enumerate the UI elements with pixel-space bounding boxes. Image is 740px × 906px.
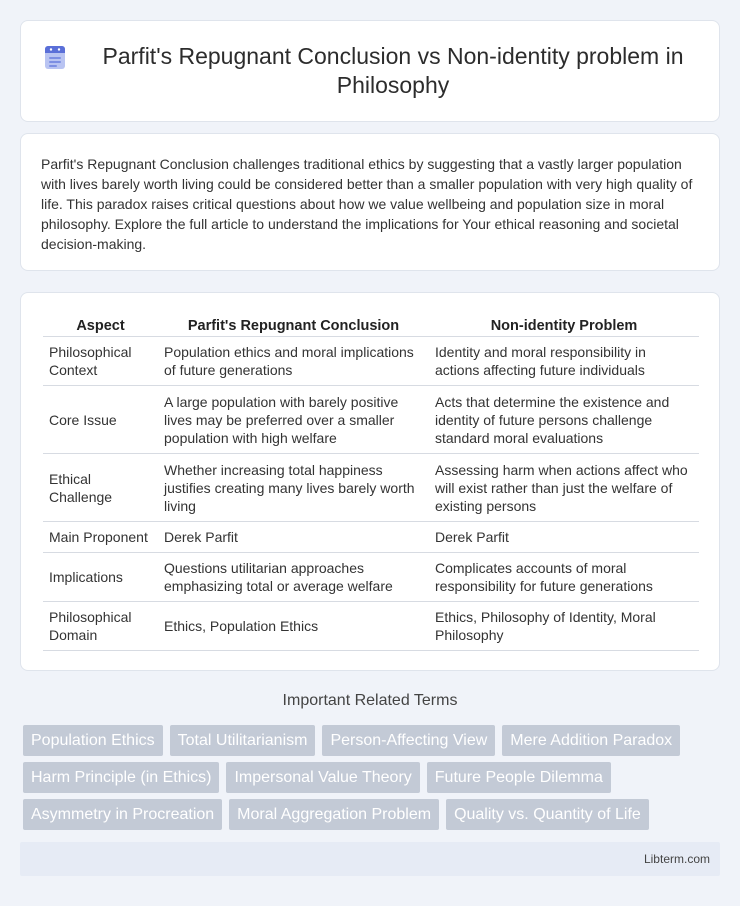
footer bbox=[20, 842, 720, 876]
row-repugnant: Questions utilitarian approaches emphasizing total or average welfare bbox=[158, 553, 429, 602]
related-terms-list bbox=[23, 725, 723, 830]
header-card bbox=[20, 20, 720, 122]
row-aspect: Core Issue bbox=[43, 386, 158, 454]
row-non-identity: Assessing harm when actions affect who will exist rather than just the welfare of existing persons bbox=[429, 454, 699, 522]
table-row bbox=[43, 337, 699, 386]
related-term-tag[interactable]: Quality vs. Quantity of Life bbox=[446, 799, 649, 830]
page-title: Parfit's Repugnant Conclusion vs Non-identity problem in Philosophy bbox=[102, 43, 684, 98]
row-non-identity: Ethics, Philosophy of Identity, Moral Philosophy bbox=[429, 602, 699, 651]
row-repugnant: A large population with barely positive lives may be preferred over a smaller population with high welfare bbox=[158, 386, 429, 454]
header-aspect: Aspect bbox=[43, 315, 158, 337]
row-non-identity: Derek Parfit bbox=[429, 522, 699, 553]
row-aspect: Implications bbox=[43, 553, 158, 602]
row-non-identity: Acts that determine the existence and identity of future persons challenge standard moral evaluations bbox=[429, 386, 699, 454]
row-repugnant: Population ethics and moral implications of future generations bbox=[158, 337, 429, 386]
document-icon bbox=[41, 43, 69, 71]
related-term-tag[interactable]: Asymmetry in Procreation bbox=[23, 799, 222, 830]
related-term-tag[interactable]: Future People Dilemma bbox=[427, 762, 611, 793]
row-aspect: Philosophical Context bbox=[43, 337, 158, 386]
related-term-tag[interactable]: Harm Principle (in Ethics) bbox=[23, 762, 219, 793]
row-non-identity: Complicates accounts of moral responsibility for future generations bbox=[429, 553, 699, 602]
row-repugnant: Whether increasing total happiness justifies creating many lives barely worth living bbox=[158, 454, 429, 522]
intro-paragraph: Parfit's Repugnant Conclusion challenges traditional ethics by suggesting that a vastly larger population with lives barely worth living could be considered better than a smaller population with very high quality of life. This paradox raises critical questions about how we value wellbeing and population size in moral philosophy. Explore the full article to understand the implications for Your ethical reasoning and societal decision-making. bbox=[41, 156, 693, 252]
table-row bbox=[43, 602, 699, 651]
related-term-tag[interactable]: Impersonal Value Theory bbox=[226, 762, 419, 793]
intro-card bbox=[20, 133, 720, 271]
row-aspect: Philosophical Domain bbox=[43, 602, 158, 651]
table-row bbox=[43, 386, 699, 454]
table-row bbox=[43, 522, 699, 553]
table-row bbox=[43, 454, 699, 522]
header-repugnant-conclusion: Parfit's Repugnant Conclusion bbox=[158, 315, 429, 337]
header-non-identity: Non-identity Problem bbox=[429, 315, 699, 337]
comparison-card bbox=[20, 292, 720, 671]
table-header-row bbox=[43, 315, 699, 337]
related-term-tag[interactable]: Mere Addition Paradox bbox=[502, 725, 680, 756]
row-repugnant: Ethics, Population Ethics bbox=[158, 602, 429, 651]
related-term-tag[interactable]: Population Ethics bbox=[23, 725, 163, 756]
related-term-tag[interactable]: Moral Aggregation Problem bbox=[229, 799, 439, 830]
table-row bbox=[43, 553, 699, 602]
footer-site-link[interactable]: Libterm.com bbox=[643, 852, 710, 866]
row-aspect: Ethical Challenge bbox=[43, 454, 158, 522]
related-term-tag[interactable]: Person-Affecting View bbox=[322, 725, 495, 756]
comparison-table bbox=[43, 315, 699, 651]
related-term-tag[interactable]: Total Utilitarianism bbox=[170, 725, 316, 756]
row-non-identity: Identity and moral responsibility in actions affecting future individuals bbox=[429, 337, 699, 386]
row-aspect: Main Proponent bbox=[43, 522, 158, 553]
row-repugnant: Derek Parfit bbox=[158, 522, 429, 553]
related-terms-heading: Important Related Terms bbox=[282, 692, 458, 709]
